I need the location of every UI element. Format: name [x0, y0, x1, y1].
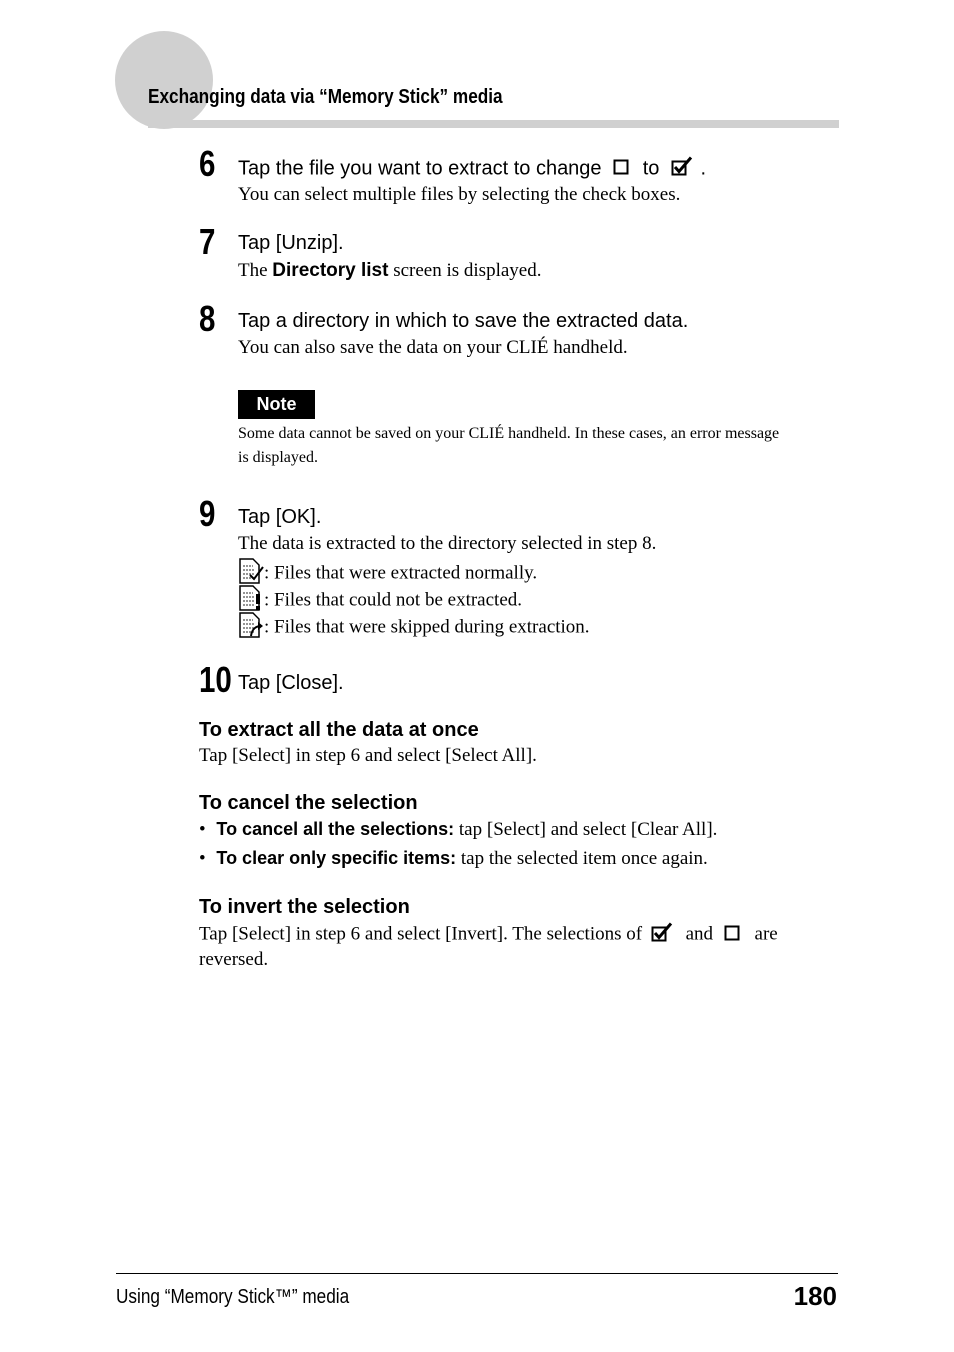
- step-text: .: [700, 157, 707, 180]
- step-instruction: Tap [Close].: [238, 672, 344, 694]
- page-number: 180: [793, 1281, 837, 1311]
- note-text-line1: Some data cannot be saved on your CLIÉ handheld. In these cases, an error message: [238, 425, 780, 442]
- bullet-label: To clear only specific items:: [216, 848, 457, 868]
- section-header: Exchanging data via “Memory Stick” media: [148, 86, 503, 108]
- bullet-label: To cancel all the selections:: [216, 819, 455, 839]
- header-rule: [148, 120, 839, 128]
- bullet-icon: •: [199, 848, 206, 869]
- step-instruction: Tap [OK].: [238, 506, 322, 528]
- bullet-icon: •: [199, 819, 206, 840]
- step-number: 9: [199, 493, 216, 534]
- body-text: [199, 922, 778, 948]
- step-instruction: Tap a directory in which to save the extracted data.: [238, 310, 689, 332]
- step-instruction: [238, 156, 706, 182]
- icon-legend-text: : Files that could not be extracted.: [264, 589, 523, 611]
- step-number: 7: [199, 221, 216, 262]
- icon-legend-text: : Files that were extracted normally.: [264, 562, 538, 584]
- subheading: To invert the selection: [199, 896, 410, 918]
- step-description: [238, 260, 541, 282]
- bullet-item: [199, 819, 717, 841]
- icon-legend-text: : Files that were skipped during extraction.: [264, 616, 590, 638]
- body-text-part: Tap [Select] in step 6 and select [Invert]. The selections of: [199, 923, 643, 945]
- screen-name: Directory list: [272, 260, 389, 281]
- note-label: Note: [238, 390, 315, 419]
- footer-rule: [116, 1273, 838, 1274]
- body-text: reversed.: [199, 949, 269, 970]
- bullet-text: tap the selected item once again.: [460, 848, 708, 869]
- icon-legend-item: [238, 612, 590, 644]
- checkbox-empty-icon: [613, 157, 631, 181]
- step-text: Tap the file you want to extract to change: [238, 157, 602, 180]
- subheading: To extract all the data at once: [199, 719, 479, 741]
- body-text-part: and: [685, 923, 714, 945]
- body-text: Tap [Select] in step 6 and select [Select All].: [199, 745, 537, 766]
- step-description: You can select multiple files by selecting the check boxes.: [238, 184, 681, 205]
- desc-text: The: [238, 260, 268, 281]
- step-number: 8: [199, 298, 216, 339]
- step-number: 10: [199, 659, 232, 700]
- step-description: The data is extracted to the directory selected in step 8.: [238, 533, 657, 554]
- subheading: To cancel the selection: [199, 792, 418, 814]
- desc-text: screen is displayed.: [393, 260, 542, 281]
- file-skip-icon: [238, 612, 264, 644]
- checkbox-empty-icon: [724, 923, 742, 947]
- step-description: You can also save the data on your CLIÉ handheld.: [238, 337, 628, 358]
- bullet-item: [199, 848, 708, 870]
- header-tab-circle: [115, 31, 213, 129]
- note-text-line2: is displayed.: [238, 449, 318, 466]
- body-text-part: are: [754, 923, 778, 945]
- checkbox-checked-icon: [651, 922, 673, 948]
- step-text: to: [642, 157, 660, 180]
- bullet-text: tap [Select] and select [Clear All].: [458, 819, 718, 840]
- footer-section-title: Using “Memory Stick™” media: [116, 1286, 350, 1308]
- checkbox-checked-icon: [671, 156, 693, 182]
- step-number: 6: [199, 143, 216, 184]
- step-instruction: Tap [Unzip].: [238, 232, 344, 254]
